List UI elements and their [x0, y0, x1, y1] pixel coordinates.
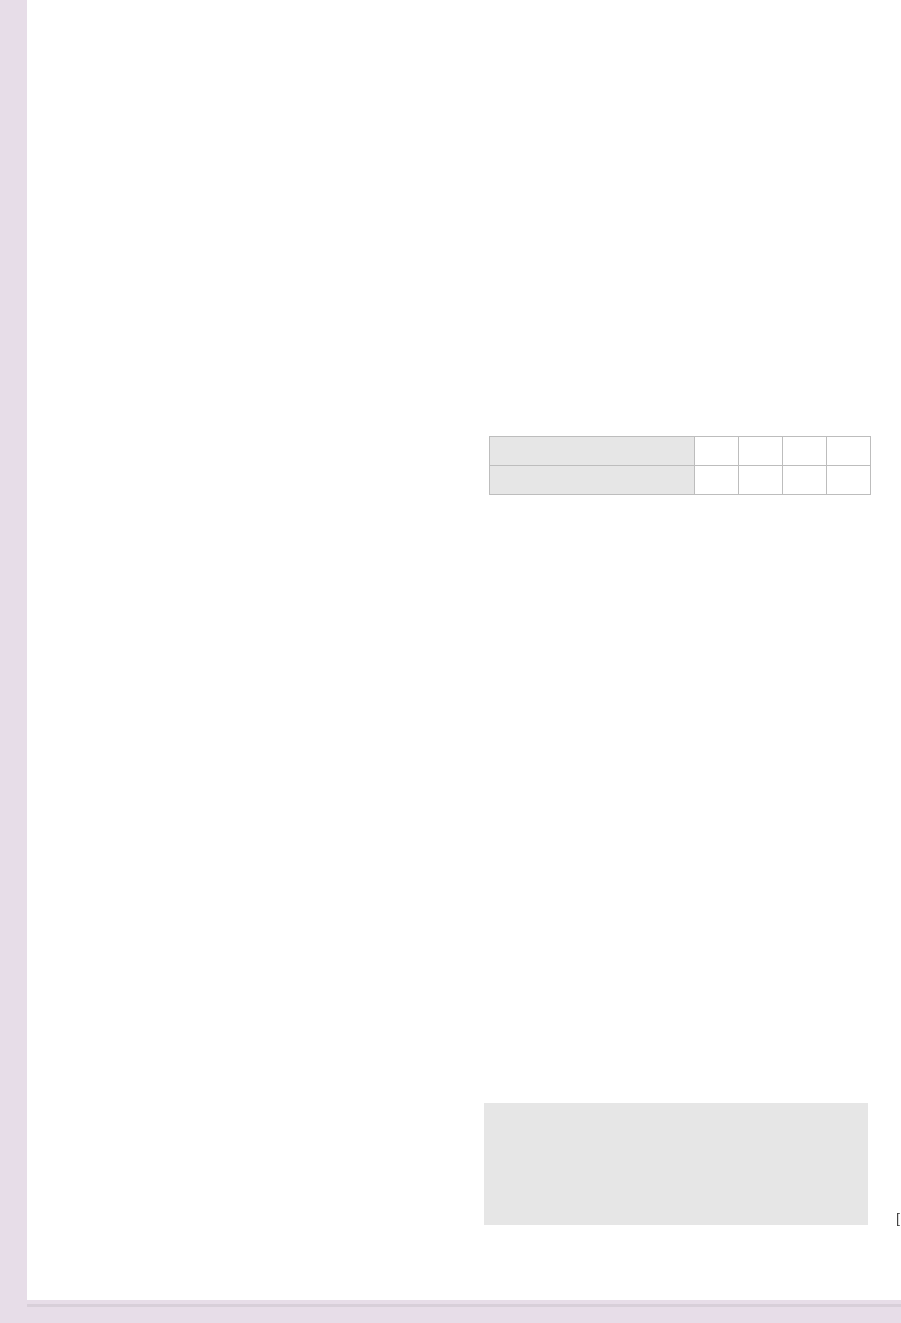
page-mark: [	[896, 1210, 900, 1226]
